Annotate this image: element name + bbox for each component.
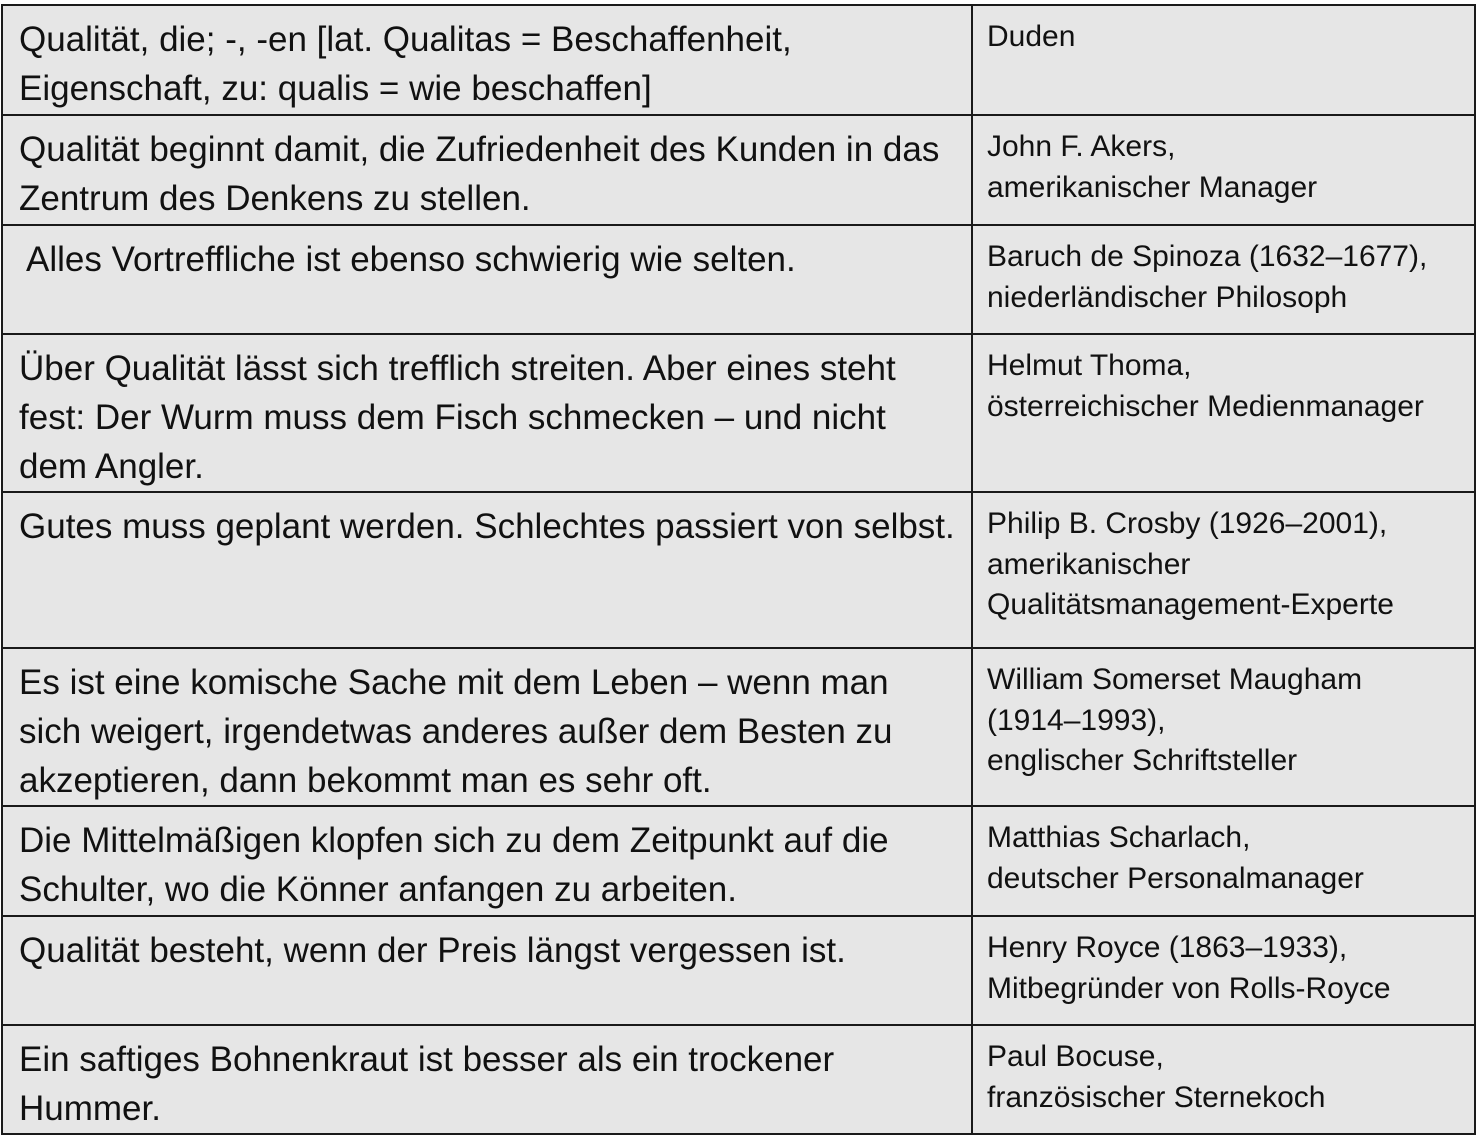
author-text: Helmut Thoma, österreichischer Medienmanager xyxy=(987,349,1424,423)
table-row xyxy=(2,1025,1475,1134)
author-text: Paul Bocuse, französischer Sternekoch xyxy=(987,1040,1326,1114)
table-row xyxy=(2,115,1475,225)
author-text: Baruch de Spinoza (1632–1677), niederländischer Philosoph xyxy=(987,240,1428,314)
quote-cell xyxy=(2,648,972,806)
quote-cell xyxy=(2,115,972,225)
quote-cell xyxy=(2,1025,972,1134)
quote-cell xyxy=(2,225,972,334)
author-text: Philip B. Crosby (1926–2001), amerikanischer Qualitätsmanagement-Experte xyxy=(987,507,1394,621)
table-row xyxy=(2,648,1475,806)
table-row xyxy=(2,225,1475,334)
quote-text: Die Mittelmäßigen klopfen sich zu dem Zeitpunkt auf die Schulter, wo die Könner anfangen zu arbeiten. xyxy=(19,821,889,909)
author-text: John F. Akers, amerikanischer Manager xyxy=(987,130,1318,204)
quote-cell xyxy=(2,334,972,492)
quote-text: Gutes muss geplant werden. Schlechtes passiert von selbst. xyxy=(19,507,955,546)
author-text: Henry Royce (1863–1933), Mitbegründer von Rolls-Royce xyxy=(987,931,1391,1005)
quotes-table xyxy=(1,4,1476,1135)
author-cell xyxy=(972,1025,1475,1134)
author-cell xyxy=(972,334,1475,492)
quote-text: Über Qualität lässt sich trefflich streiten. Aber eines steht fest: Der Wurm muss dem Fisch schmecken – und nicht dem Angler. xyxy=(19,349,896,486)
author-cell xyxy=(972,806,1475,916)
table-row xyxy=(2,806,1475,916)
quote-text: Qualität beginnt damit, die Zufriedenheit des Kunden in das Zentrum des Denkens zu stellen. xyxy=(19,130,940,218)
quote-cell xyxy=(2,916,972,1025)
quote-cell xyxy=(2,5,972,115)
author-cell xyxy=(972,916,1475,1025)
quote-text: Alles Vortreffliche ist ebenso schwierig wie selten. xyxy=(26,240,796,279)
table-row xyxy=(2,916,1475,1025)
table-row xyxy=(2,492,1475,648)
author-text: Duden xyxy=(987,20,1076,53)
quote-text: Qualität besteht, wenn der Preis längst vergessen ist. xyxy=(19,931,846,970)
author-cell xyxy=(972,225,1475,334)
author-cell xyxy=(972,492,1475,648)
quote-text: Es ist eine komische Sache mit dem Leben – wenn man sich weigert, irgendetwas anderes außer dem Besten zu akzeptieren, dann bekommt man es sehr oft. xyxy=(19,663,893,800)
quote-cell xyxy=(2,492,972,648)
quote-text: Ein saftiges Bohnenkraut ist besser als ein trockener Hummer. xyxy=(19,1040,835,1128)
author-cell xyxy=(972,648,1475,806)
table-row xyxy=(2,5,1475,115)
quote-text: Qualität, die; -, -en [lat. Qualitas = Beschaffenheit, Eigenschaft, zu: qualis = wie beschaffen] xyxy=(19,20,792,108)
author-text: William Somerset Maugham (1914–1993), englischer Schriftsteller xyxy=(987,663,1363,777)
table-row xyxy=(2,334,1475,492)
quote-cell xyxy=(2,806,972,916)
author-cell xyxy=(972,115,1475,225)
author-text: Matthias Scharlach, deutscher Personalmanager xyxy=(987,821,1364,895)
author-cell xyxy=(972,5,1475,115)
